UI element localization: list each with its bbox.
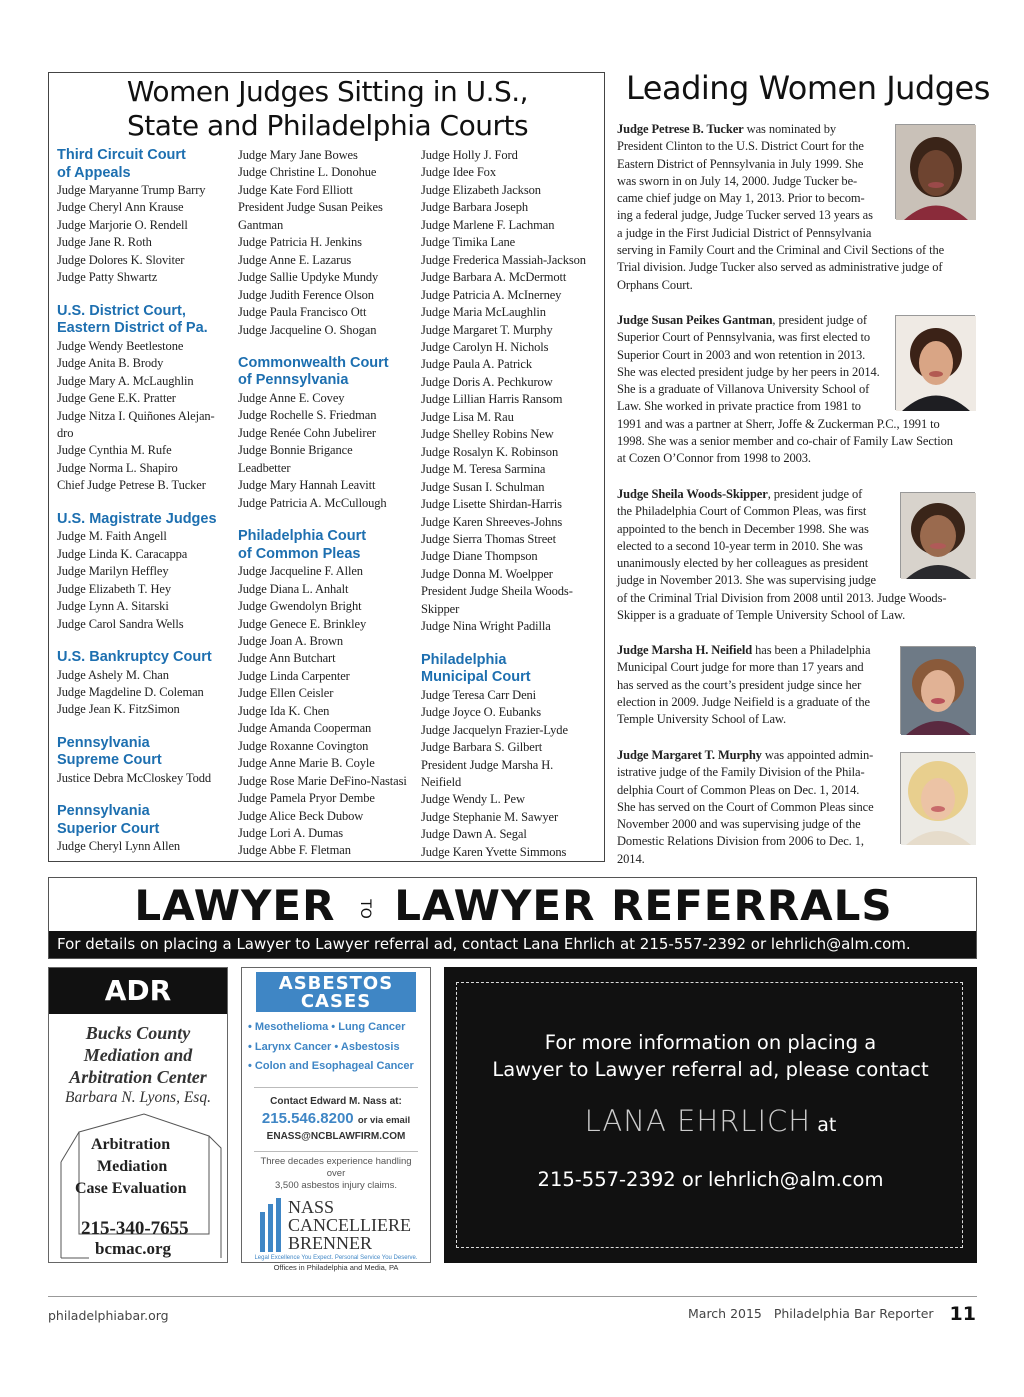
footer-page-number: 11 (949, 1303, 976, 1325)
judge-name: Judge Joan A. Brown (238, 633, 344, 648)
asbestos-contact-label: Contact Edward M. Nass at: (270, 1095, 402, 1107)
judge-name: Judge Patricia H. Jenkins (238, 235, 362, 250)
bio-text-segment: at Cozen O’Connor from 1998 to 2003. (617, 451, 811, 466)
judge-name: dro (57, 425, 74, 440)
judge-name: Judge Jacquelyn Frazier-Lyde (421, 722, 568, 737)
judge-name: Judge Lisette Shirdan-Harris (421, 497, 562, 512)
court-heading: Philadelphia (421, 651, 507, 668)
judge-name: Judge Diana L. Anhalt (238, 581, 349, 596)
bio-text-segment: 1991 and was a partner at Sherr, Joffe & Zuckerman P.C., 1991 to (617, 416, 940, 431)
court-heading: of Appeals (57, 164, 131, 181)
judge-name: Judge Dawn A. Segal (421, 827, 527, 842)
adr-ad-header: ADR (49, 968, 227, 1014)
asbestos-email: ENASS@NCBLAWFIRM.COM (266, 1130, 406, 1142)
asbestos-list-item: • Larynx Cancer • Asbestosis (248, 1040, 400, 1053)
bio-line (617, 433, 969, 450)
court-heading: Pennsylvania (57, 734, 150, 751)
bio-line (617, 450, 969, 467)
judge-name: Judge Diane Thompson (421, 549, 538, 564)
bio-line (617, 242, 969, 259)
judge-name: Judge Paula A. Patrick (421, 357, 532, 372)
adr-org-line-2: Mediation and (83, 1045, 193, 1065)
asbestos-ad-header (256, 972, 416, 1012)
judge-name: Judge Jacqueline O. Shogan (238, 322, 377, 337)
bio-text-segment: Superior Court in 2003 and won retention in 2013. (617, 347, 866, 362)
banner-title-to: TO (356, 898, 373, 919)
bio-text-segment: was appointed admin- (761, 748, 874, 762)
asbestos-tagline: Legal Excellence You Expect. Personal Service You Deserve. (254, 1254, 418, 1261)
judge-name: Judge Mary Hannah Leavitt (238, 478, 376, 493)
adr-phone: 215-340-7655 (81, 1218, 189, 1239)
court-heading: of Pennsylvania (238, 372, 349, 389)
judge-name: Judge Mary Jane Bowes (238, 148, 358, 162)
judge-name: Judge Carol Sandra Wells (57, 616, 184, 631)
judge-name: Judge Marilyn Heffley (57, 564, 169, 579)
judge-name: Judge Cheryl Ann Krause (57, 200, 184, 215)
judge-name: Judge Susan I. Schulman (421, 479, 545, 494)
court-heading: Superior Court (57, 820, 160, 837)
judge-name: Judge Norma L. Shapiro (57, 460, 178, 475)
photo-murphy (900, 752, 975, 844)
judge-name: Judge Teresa Carr Deni (421, 687, 537, 702)
judge-name: Judge Patricia A. McInerney (421, 287, 562, 302)
court-heading: Municipal Court (421, 669, 531, 686)
bio-text-segment: has served as the court’s president judge since her (617, 677, 862, 692)
bio-text-segment: has been a Philadelphia (752, 643, 871, 657)
judge-name: Judge Stephanie M. Sawyer (421, 809, 559, 824)
judges-list-box (48, 72, 605, 862)
judge-name: Judge Cynthia M. Rufe (57, 443, 172, 458)
bio-text-segment: She has served on the Court of Common Pleas since (617, 799, 874, 814)
judge-name: Judge Roxanne Covington (238, 738, 369, 753)
asbestos-firm-logo (258, 1198, 430, 1254)
adr-org-line-1: Bucks County (85, 1023, 191, 1043)
adr-website: bcmac.org (95, 1239, 172, 1258)
judge-name: Judge Timika Lane (421, 235, 516, 250)
bio-text-segment: , president judge of (767, 487, 863, 501)
judge-name: Judge Kate Ford Elliott (238, 182, 353, 197)
judge-name: President Judge Sheila Woods- (421, 584, 573, 599)
footer-website[interactable]: philadelphiabar.org (48, 1308, 169, 1323)
judges-box-title (49, 75, 606, 143)
ad-asbestos-cases[interactable] (241, 967, 431, 1272)
asbestos-phone-number: 215.546.8200 (261, 1109, 354, 1127)
adr-service-case-evaluation: Case Evaluation (75, 1180, 187, 1197)
judge-name: Judge Nitza I. Quiñones Alejan- (57, 408, 215, 423)
bio-text-segment: Municipal Court judge for more than 17 years and (617, 660, 864, 675)
asbestos-list-item: • Mesothelioma • Lung Cancer (248, 1021, 406, 1033)
judge-name: Judge Anne Marie B. Coyle (238, 756, 375, 771)
banner-title-right: LAWYER REFERRALS (394, 881, 893, 930)
leading-judges-title: Leading Women Judges (626, 69, 990, 107)
bio-line (617, 225, 969, 242)
judge-name: Judge Lisa M. Rau (421, 409, 514, 424)
judge-name: Judge Patty Shwartz (57, 270, 158, 285)
bio-text-segment: elected to a second 10-year term in 2010. She was (617, 538, 863, 553)
judge-name: Judge Donna M. Woelpper (421, 566, 553, 581)
judge-name: Judge Amanda Cooperman (238, 721, 372, 736)
judge-name: Judge Paula Francisco Ott (238, 305, 367, 320)
bio-text-segment: She was elected president judge by her peers in 2014. (617, 364, 880, 379)
judge-name: Judge Shelley Robins New (421, 427, 554, 442)
judge-name: Judge M. Faith Angell (57, 529, 167, 544)
asbestos-note-line-1: Three decades experience handling over (260, 1155, 412, 1179)
judge-name: Judge Anne E. Covey (238, 390, 345, 405)
judge-name: Judge Jane R. Roth (57, 235, 152, 250)
info-line-1: For more information on placing a (544, 1031, 877, 1054)
judge-name: Judge Lynn A. Sitarski (57, 599, 169, 614)
judge-name: Gantman (238, 217, 284, 232)
photo-neifield (900, 646, 975, 734)
court-heading: of Common Pleas (238, 545, 361, 562)
bio-text-segment: 1998. She was a senior member and co-chair of Family Law Section (617, 434, 953, 449)
info-at: at (817, 1114, 837, 1136)
court-heading: U.S. District Court, (57, 302, 186, 319)
court-heading: Supreme Court (57, 752, 162, 769)
judge-name: Judge Maryanne Trump Barry (57, 183, 206, 197)
judge-name: Judge Magdeline D. Coleman (57, 684, 204, 699)
info-contact-details[interactable]: 215-557-2392 or lehrlich@alm.com (537, 1168, 884, 1191)
asbestos-firm-line-3: BRENNER (288, 1232, 373, 1253)
judge-name: Judge Barbara Joseph (421, 200, 528, 215)
bio-line (617, 259, 969, 276)
judge-name: Chief Judge Petrese B. Tucker (57, 478, 206, 493)
ad-referral-info[interactable] (444, 967, 977, 1263)
judge-name: Judge Karen Yvette Simmons (421, 844, 567, 859)
judge-name: Judge Idee Fox (421, 165, 496, 180)
asbestos-head-line-2: CASES (300, 991, 372, 1012)
banner-contact-strip: For details on placing a Lawyer to Lawyer referral ad, contact Lana Ehrlich at 215-557-2392 or lehrlich@alm.com. (49, 931, 976, 958)
bio-text-segment: Eastern District of Pennsylvania in July 1999. She (617, 156, 864, 171)
asbestos-firm-line-2: CANCELLIERE (288, 1214, 411, 1235)
court-heading: Commonwealth Court (238, 354, 389, 371)
court-heading: Eastern District of Pa. (57, 320, 208, 337)
judges-column-2 (238, 147, 418, 860)
judge-name: Judge Nina Wright Padilla (421, 619, 551, 634)
court-heading: Pennsylvania (57, 803, 150, 820)
judge-name: Judge Lillian Harris Ransom (421, 392, 563, 407)
judge-name: Judge Maria McLaughlin (421, 305, 546, 320)
asbestos-or-email: or via email (357, 1114, 411, 1126)
bio-judge-name: Judge Sheila Woods-Skipper (617, 487, 768, 501)
judge-name: Judge Wendy Beetlestone (57, 338, 184, 353)
photo-tucker (895, 124, 975, 219)
judge-name: Judge Carolyn H. Nichols (421, 339, 549, 354)
judge-name: Judge Karen Shreeves-Johns (421, 514, 563, 529)
judge-name: Judge Jacqueline F. Allen (238, 564, 363, 579)
bio-text-segment: Orphans Court. (617, 277, 693, 292)
footer-issue-date: March 2015 (688, 1306, 762, 1321)
judges-column-3 (421, 147, 604, 861)
adr-service-arbitration: Arbitration (91, 1136, 171, 1153)
bio-text-segment: election in 2009. Judge Neifield is a graduate of the (617, 694, 870, 709)
judge-name: Judge Alice Beck Dubow (238, 808, 364, 823)
judge-name: Judge Marjorie O. Rendell (57, 217, 188, 232)
judge-name: Leadbetter (238, 460, 291, 475)
judge-name: Judge Rochelle S. Friedman (238, 408, 377, 423)
bio-text-segment: appointed to the bench in December 1998. She was (617, 521, 869, 536)
bio-text-segment: She is a graduate of Villanova University School of (617, 382, 870, 397)
judge-name: Judge Judith Ference Olson (238, 287, 374, 302)
asbestos-phone (254, 1110, 418, 1129)
bio-text-segment: delphia Court of Common Pleas on Dec. 1, 2014. (617, 782, 860, 797)
judge-name: Judge Patricia A. McCullough (238, 495, 387, 510)
judge-name: Judge Jean K. FitzSimon (57, 702, 180, 717)
judge-name: Judge M. Teresa Sarmina (421, 462, 546, 477)
asbestos-offices: Offices in Philadelphia and Media, PA (273, 1262, 399, 1272)
court-heading: Philadelphia Court (238, 528, 367, 545)
asbestos-note-line-2: 3,500 asbestos injury claims. (275, 1179, 397, 1191)
bio-judge-name: Judge Margaret T. Murphy (617, 748, 762, 762)
judge-name: Judge Sallie Updyke Mundy (238, 270, 379, 285)
judge-name: Judge Sierra Thomas Street (421, 531, 556, 546)
judge-name: Judge Genece E. Brinkley (238, 616, 367, 631)
judge-name: Judge Ann Butchart (238, 651, 336, 666)
judge-name: Judge Wendy L. Pew (421, 792, 525, 807)
judge-name: Judge Lori A. Dumas (238, 825, 344, 840)
asbestos-list-item: • Colon and Esophageal Cancer (248, 1060, 414, 1072)
bio-text-segment: Superior Court of Pennsylvania, was first elected to (617, 330, 871, 345)
judge-name: Judge Rosalyn K. Robinson (421, 444, 559, 459)
bio-text-segment: the Philadelphia Court of Common Pleas, was first (617, 504, 867, 519)
judge-name: Judge Cheryl Lynn Allen (57, 839, 181, 854)
judge-name: Judge Marlene F. Lachman (421, 217, 555, 232)
bio-line (617, 277, 969, 294)
judge-name: Judge Renée Cohn Jubelirer (238, 425, 376, 440)
banner-title-left: LAWYER (134, 881, 336, 930)
judge-name: Judge Elizabeth Jackson (421, 182, 541, 197)
info-name: LANA EHRLICH (584, 1104, 812, 1138)
bio-text-segment: serving in Family Court and the Criminal and Civil Sections of the (617, 243, 945, 258)
judge-name: Judge Barbara A. McDermott (421, 270, 567, 285)
judge-name: Judge Dolores K. Sloviter (57, 252, 185, 267)
bio-line (617, 607, 969, 624)
judge-name: Judge Mary A. McLaughlin (57, 373, 194, 388)
bio-text-segment: 2014. (617, 851, 645, 866)
adr-org-line-3: Arbitration Center (69, 1067, 207, 1087)
bio-text-segment: istrative judge of the Family Division of the Phila- (617, 765, 865, 780)
footer-publication-info (688, 1303, 976, 1325)
judge-name: Judge Rose Marie DeFino-Nastasi (238, 773, 407, 788)
adr-service-mediation: Mediation (97, 1158, 168, 1175)
court-heading: U.S. Magistrate Judges (57, 510, 217, 527)
judge-name: Judge Elizabeth T. Hey (57, 581, 171, 596)
adr-person-name: Barbara N. Lyons, Esq. (65, 1089, 211, 1106)
judge-name: Judge Linda Carpenter (238, 668, 350, 683)
footer-rule (48, 1296, 977, 1297)
bio-text-segment: Trial division. Judge Tucker also served as administrative judge of (617, 260, 943, 275)
judge-name: President Judge Susan Peikes (238, 200, 383, 215)
bio-text-segment: Skipper is a graduate of Temple University School of Law. (617, 608, 906, 623)
judge-name: President Judge Marsha H. (421, 757, 554, 772)
bio-text-segment: of the Criminal Trial Division from 2008 until 2013. Judge Woods- (617, 590, 947, 605)
judge-name: Judge Barbara S. Gilbert (421, 740, 543, 755)
judge-name: Judge Joyce O. Eubanks (421, 705, 541, 720)
judge-name: Judge Ellen Ceisler (238, 686, 334, 701)
judge-name: Skipper (421, 601, 460, 616)
asbestos-firm-line-1: NASS (288, 1196, 335, 1217)
bio-text-segment: was sworn in on July 14, 2000. Judge Tucker be- (617, 173, 858, 188)
ad-bucks-county-adr[interactable] (48, 967, 228, 1263)
judge-name: Judge Christine L. Donohue (238, 165, 377, 180)
judge-name: Judge Gwendolyn Bright (238, 599, 362, 614)
firm-columns-icon (258, 1198, 288, 1252)
court-heading: U.S. Bankruptcy Court (57, 649, 212, 666)
judge-name: Judge Anita B. Brody (57, 356, 164, 371)
bio-judge-name: Judge Susan Peikes Gantman (617, 313, 773, 327)
judge-name: Judge Doris A. Pechkurow (421, 374, 553, 389)
judge-name: Judge Bonnie Brigance (238, 443, 353, 458)
bio-line (617, 851, 969, 868)
lawyer-referrals-banner (48, 877, 977, 959)
judge-name: Judge Ida K. Chen (238, 703, 330, 718)
bio-text-segment: came chief judge on May 1, 2013. Prior to becom- (617, 191, 865, 206)
photo-gantman (895, 315, 975, 410)
judge-name: Judge Anne E. Lazarus (238, 252, 352, 267)
bio-text-segment: unanimously elected by her colleagues as president (617, 556, 869, 571)
bio-line (617, 416, 969, 433)
judges-title-line-2: State and Philadelphia Courts (126, 109, 529, 142)
photo-woods-skipper (900, 492, 975, 578)
judge-name: Judge Pamela Pryor Dembe (238, 791, 375, 806)
bio-judge-name: Judge Petrese B. Tucker (617, 122, 744, 136)
bio-text-segment: Temple University School of Law. (617, 712, 787, 727)
judge-name: Judge Gene E.K. Pratter (57, 391, 176, 406)
bio-text-segment: judge in November 2013. She was supervising judge (617, 573, 876, 588)
info-line-2: Lawyer to Lawyer referral ad, please contact (492, 1058, 929, 1081)
adr-building-illustration (49, 1108, 229, 1264)
judge-name: Justice Debra McCloskey Todd (57, 770, 212, 785)
judge-name: Judge Frederica Massiah-Jackson (421, 252, 586, 267)
judge-name: Neifield (421, 774, 462, 789)
banner-title (49, 880, 978, 935)
asbestos-head-line-1: ASBESTOS (278, 973, 394, 994)
bio-text-segment: President Clinton to the U.S. District Court for the (617, 139, 864, 154)
bio-text-segment: , president judge of (772, 313, 867, 327)
bio-text-segment: Domestic Relations Division from 2006 to Dec. 1, (617, 834, 864, 849)
bio-judge-name: Judge Marsha H. Neifield (617, 643, 753, 657)
judge-name: Judge Margaret T. Murphy (421, 322, 553, 337)
bio-text-segment: ing a federal judge, Judge Tucker served 13 years as (617, 208, 873, 223)
bio-text-segment: November 2000 and was supervising judge of the (617, 817, 861, 832)
judges-title-line-1: Women Judges Sitting in U.S., (126, 75, 529, 108)
bio-line (617, 590, 969, 607)
judge-name: Judge Ashely M. Chan (57, 667, 169, 682)
footer-publication-name: Philadelphia Bar Reporter (773, 1306, 934, 1321)
bio-text-segment: a judge in the First Judicial District of Pennsylvania (617, 225, 872, 240)
judge-name: Judge Abbe F. Fletman (238, 843, 351, 858)
court-heading: Third Circuit Court (57, 147, 186, 163)
info-contact-name (444, 1103, 977, 1143)
judge-name: Judge Holly J. Ford (421, 148, 518, 162)
judges-column-1 (57, 147, 232, 856)
bio-text-segment: was nominated by (743, 122, 837, 136)
bio-text-segment: Law. She worked in private practice from 1981 to (617, 399, 861, 414)
judge-name: Judge Linda K. Caracappa (57, 546, 188, 561)
